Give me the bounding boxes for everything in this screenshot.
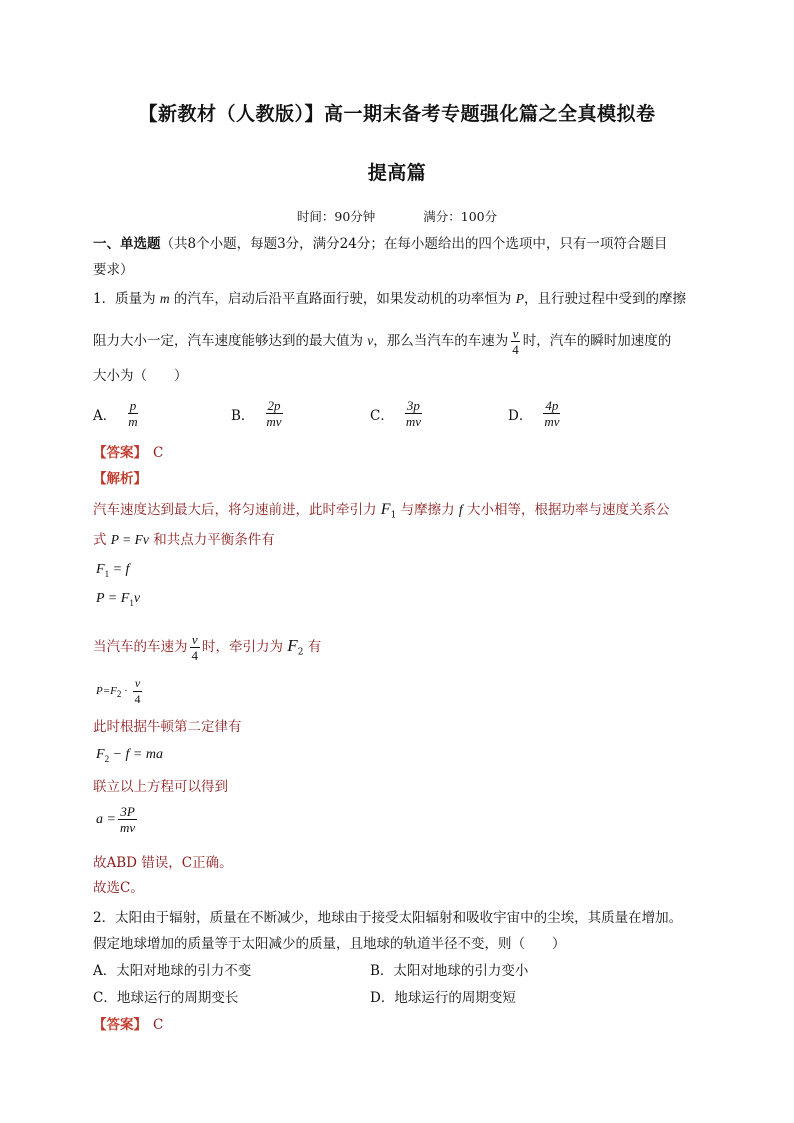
q1-stem-line3: 大小为（ ） bbox=[93, 368, 188, 384]
q2-stem-line2: 假定地球增加的质量等于太阳减少的质量，且地球的轨道半径不变，则（ ） bbox=[93, 936, 566, 952]
q2-option-c[interactable]: C．地球运行的周期变长 bbox=[93, 990, 239, 1006]
q1-exp-line2: 式 P = Fv 和共点力平衡条件有 bbox=[93, 532, 275, 548]
q1-eq3: $P=F_2$ · $\frac{v}{4}$ bbox=[96, 676, 141, 706]
q1-option-a[interactable]: A． $\frac{p}{m}$ bbox=[93, 398, 138, 429]
q1-answer: 【答案】 C bbox=[93, 445, 164, 461]
q2-answer: 【答案】 C bbox=[93, 1017, 164, 1033]
q1-stem-line2: 阻力大小一定，汽车速度能够达到的最大值为 v，那么当汽车的车速为 $\frac{v}{4}$ 时，汽车的瞬时加速度的 bbox=[93, 326, 672, 357]
q1-exp-line1: 汽车速度达到最大后，将匀速前进，此时牵引力 $F_1$ 与摩擦力 f 大小相等，根据功率与速度关系公 bbox=[93, 501, 670, 521]
section-description-cont: 要求） bbox=[93, 262, 134, 278]
q1-exp-line7: 故选C。 bbox=[93, 880, 144, 896]
q1-eq1: $F_1 = f$ bbox=[96, 562, 130, 579]
q1-analysis-tag: 【解析】 bbox=[93, 471, 147, 487]
q1-stem-line1: 1．质量为 m 的汽车，启动后沿平直路面行驶，如果发动机的功率恒为 P，且行驶过程中受到的摩擦 bbox=[93, 291, 686, 307]
q1-fraction: $\frac{v}{4}$ bbox=[512, 326, 519, 357]
q1-eq4: $F_2 - f$ = ma bbox=[96, 747, 163, 764]
q1-exp-line4: 此时根据牛顿第二定律有 bbox=[93, 719, 242, 735]
q1-eq5: a = $\frac{3P}{mv}$ bbox=[96, 804, 136, 835]
q2-option-a[interactable]: A．太阳对地球的引力不变 bbox=[93, 963, 252, 979]
q1-exp-line5: 联立以上方程可以得到 bbox=[93, 779, 228, 795]
q1-exp-line6: 故ABD 错误，C正确。 bbox=[93, 855, 233, 871]
section-description: （共8个小题，每题3分，满分24分；在每小题给出的四个选项中，只有一项符合题目 bbox=[160, 236, 668, 252]
exam-meta bbox=[0, 207, 794, 225]
exam-time: 时间：90分钟 bbox=[296, 209, 376, 224]
document-title: 【新教材（人教版）】高一期末备考专题强化篇之全真模拟卷 bbox=[138, 103, 656, 125]
q1-eq2: $P = F_1v$ bbox=[96, 591, 141, 608]
q2-option-b[interactable]: B．太阳对地球的引力变小 bbox=[370, 963, 529, 979]
q1-option-b[interactable]: B． $\frac{2p}{mv}$ bbox=[231, 398, 282, 429]
section-heading: 一、单选题（共8个小题，每题3分，满分24分；在每小题给出的四个选项中，只有一项符合题目 bbox=[93, 236, 668, 252]
q1-option-c[interactable]: C． $\frac{3p}{mv}$ bbox=[370, 398, 422, 429]
q1-option-d[interactable]: D． $\frac{4p}{mv}$ bbox=[508, 398, 560, 429]
q2-stem-line1: 2．太阳由于辐射，质量在不断减少，地球由于接受太阳辐射和吸收宇宙中的尘埃，其质量在增加。 bbox=[93, 910, 683, 926]
q2-option-d[interactable]: D．地球运行的周期变短 bbox=[370, 990, 516, 1006]
q1-exp-line3: 当汽车的车速为 $\frac{v}{4}$ 时，牵引力为 $F_2$ 有 bbox=[93, 632, 322, 663]
document-subtitle: 提高篇 bbox=[367, 162, 427, 184]
exam-score: 满分：100分 bbox=[423, 209, 498, 224]
